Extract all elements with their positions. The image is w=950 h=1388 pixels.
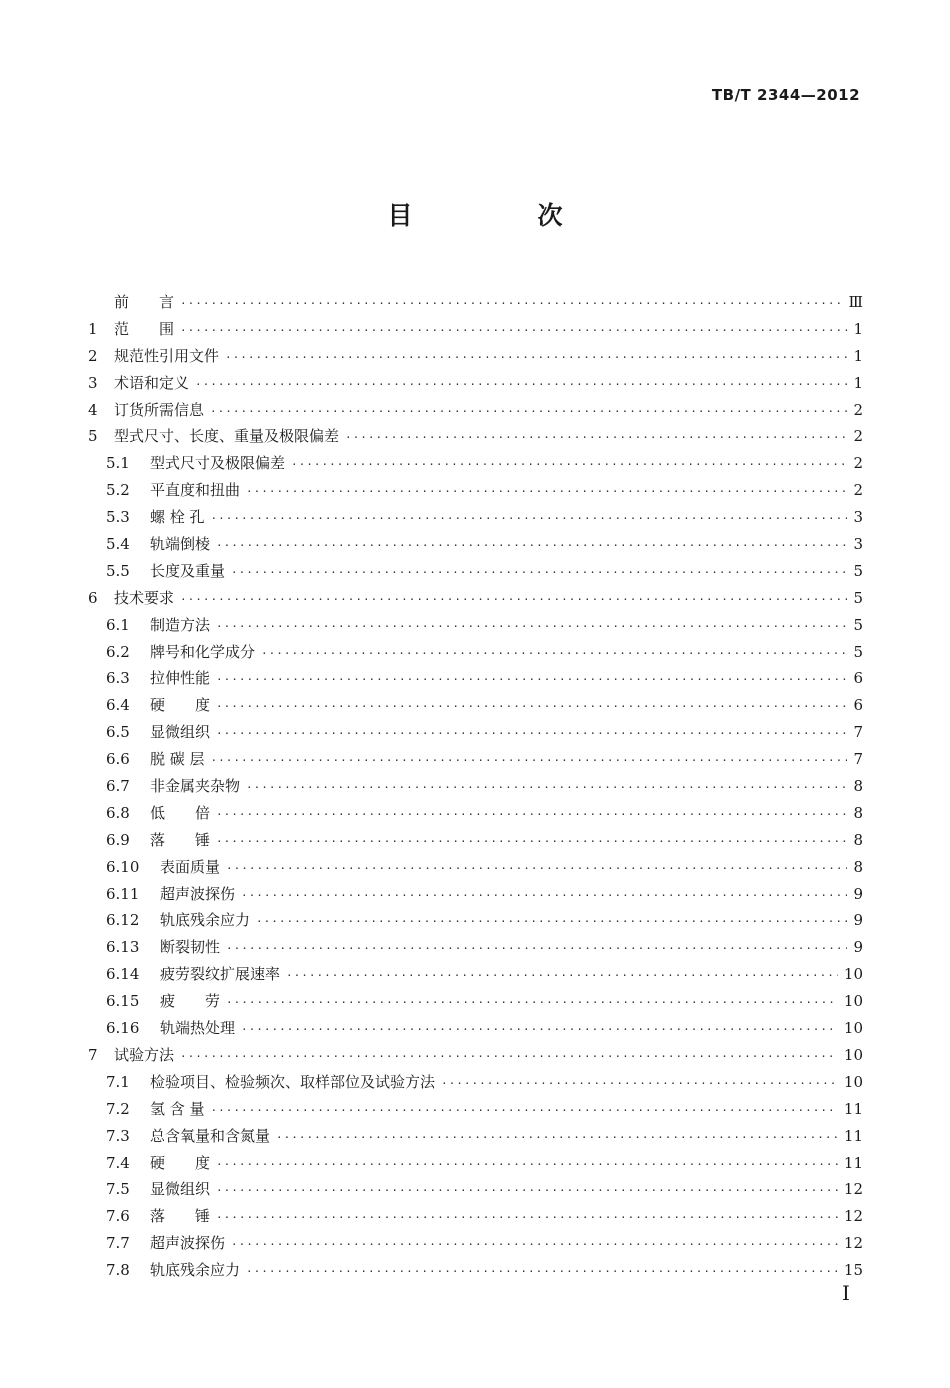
toc-entry-label: 落 锤 (150, 830, 211, 849)
toc-entry-page: 1 (853, 346, 863, 365)
toc-entry-label: 牌号和化学成分 (150, 642, 256, 661)
toc-entry[interactable] (88, 773, 863, 800)
toc-entry-number: 6.15 (106, 992, 140, 1011)
toc-entry[interactable] (88, 531, 863, 558)
toc-entry-page: 11 (843, 1153, 863, 1172)
toc-leader-dots (180, 291, 843, 318)
toc-entry-page: 9 (853, 884, 863, 903)
toc-entry-number: 5.5 (106, 561, 130, 580)
toc-entry-page: 3 (853, 508, 863, 527)
toc-leader-dots (241, 883, 847, 910)
toc-entry[interactable] (88, 1230, 863, 1257)
toc-entry-page: 8 (853, 830, 863, 849)
toc-entry-page: 12 (843, 1180, 863, 1199)
toc-entry-label: 表面质量 (160, 857, 221, 876)
toc-entry-label: 断裂韧性 (160, 938, 221, 957)
toc-leader-dots (216, 1205, 838, 1232)
toc-entry-label: 拉伸性能 (150, 669, 211, 688)
toc-entry[interactable] (88, 907, 863, 934)
toc-leader-dots (246, 775, 847, 802)
toc-entry-page: 10 (843, 965, 863, 984)
toc-entry[interactable] (88, 585, 863, 612)
toc-entry-label: 订货所需信息 (114, 400, 205, 419)
toc-leader-dots (216, 829, 847, 856)
toc-entry[interactable] (88, 961, 863, 988)
toc-leader-dots (226, 990, 838, 1017)
toc-entry-number: 6.3 (106, 669, 130, 688)
toc-entry[interactable] (88, 854, 863, 881)
table-of-contents (88, 289, 863, 1284)
toc-entry-page: 6 (853, 696, 863, 715)
toc-leader-dots (246, 479, 847, 506)
toc-entry-label: 硬 度 (150, 1153, 211, 1172)
toc-entry-number: 6.12 (106, 911, 140, 930)
toc-entry-label: 疲 劳 (160, 992, 221, 1011)
toc-entry[interactable] (88, 692, 863, 719)
toc-leader-dots (441, 1071, 838, 1098)
toc-entry-page: 5 (853, 615, 863, 634)
toc-entry-label: 长度及重量 (150, 561, 226, 580)
toc-entry-number: 7.1 (106, 1072, 130, 1091)
toc-entry[interactable] (88, 934, 863, 961)
toc-entry[interactable] (88, 316, 863, 343)
toc-entry-label: 轨底残余应力 (150, 1261, 241, 1280)
toc-entry-page: 7 (853, 723, 863, 742)
toc-entry[interactable] (88, 1257, 863, 1284)
toc-entry-page: Ⅲ (848, 293, 863, 311)
toc-entry-number: 6.14 (106, 965, 140, 984)
toc-entry-page: 2 (853, 454, 863, 473)
toc-leader-dots (180, 318, 847, 345)
toc-entry-page: 9 (853, 938, 863, 957)
toc-entry[interactable] (88, 370, 863, 397)
toc-entry-page: 2 (853, 400, 863, 419)
toc-entry-page: 6 (853, 669, 863, 688)
toc-leader-dots (226, 936, 847, 963)
toc-entry-label: 轨底残余应力 (160, 911, 251, 930)
toc-leader-dots (180, 1044, 838, 1071)
toc-leader-dots (211, 506, 847, 533)
toc-leader-dots (216, 721, 847, 748)
toc-leader-dots (216, 533, 847, 560)
toc-entry-page: 15 (843, 1261, 863, 1280)
toc-entry-label: 总含氧量和含氮量 (150, 1126, 271, 1145)
toc-entry[interactable] (88, 827, 863, 854)
toc-entry-number: 7.7 (106, 1234, 130, 1253)
toc-entry-number: 7.3 (106, 1126, 130, 1145)
toc-entry-number: 5.2 (106, 481, 130, 500)
toc-entry-label: 显微组织 (150, 1180, 211, 1199)
toc-entry-page: 5 (853, 642, 863, 661)
toc-entry-number: 2 (88, 346, 98, 365)
toc-leader-dots (210, 399, 847, 426)
toc-entry-label: 超声波探伤 (160, 884, 236, 903)
toc-leader-dots (246, 1259, 838, 1286)
toc-entry-label: 低 倍 (150, 803, 211, 822)
toc-entry-label: 平直度和扭曲 (150, 481, 241, 500)
toc-entry[interactable] (88, 988, 863, 1015)
toc-entry[interactable] (88, 1069, 863, 1096)
toc-entry-label: 超声波探伤 (150, 1234, 226, 1253)
toc-entry-page: 2 (853, 481, 863, 500)
toc-entry-number: 6.5 (106, 723, 130, 742)
toc-entry[interactable] (88, 1203, 863, 1230)
toc-entry-number: 7.8 (106, 1261, 130, 1280)
toc-leader-dots (216, 1178, 838, 1205)
toc-entry-label: 落 锤 (150, 1207, 211, 1226)
toc-entry-label: 显微组织 (150, 723, 211, 742)
toc-entry-label: 轨端热处理 (160, 1019, 236, 1038)
toc-entry[interactable] (88, 881, 863, 908)
toc-entry-number: 7.2 (106, 1099, 130, 1118)
toc-entry-page: 12 (843, 1207, 863, 1226)
toc-entry-label: 检验项目、检验频次、取样部位及试验方法 (150, 1072, 436, 1091)
toc-leader-dots (291, 452, 847, 479)
toc-entry-label: 疲劳裂纹扩展速率 (160, 965, 281, 984)
toc-entry[interactable] (88, 343, 863, 370)
toc-entry[interactable] (88, 558, 863, 585)
toc-leader-dots (195, 372, 847, 399)
page-number: I (842, 1281, 850, 1305)
toc-entry-number: 6.7 (106, 777, 130, 796)
toc-entry-page: 7 (853, 750, 863, 769)
toc-entry-page: 10 (843, 1072, 863, 1091)
toc-entry-number: 6.16 (106, 1019, 140, 1038)
toc-leader-dots (216, 694, 847, 721)
toc-leader-dots (345, 425, 847, 452)
toc-leader-dots (216, 667, 847, 694)
toc-entry-page: 11 (843, 1099, 863, 1118)
toc-leader-dots (241, 1017, 838, 1044)
toc-entry[interactable] (88, 450, 863, 477)
toc-leader-dots (256, 909, 847, 936)
toc-entry-number: 7.6 (106, 1207, 130, 1226)
toc-entry-page: 8 (853, 803, 863, 822)
toc-entry[interactable] (88, 1096, 863, 1123)
toc-entry-page: 10 (843, 1019, 863, 1038)
toc-entry-label: 前 言 (114, 293, 175, 311)
toc-leader-dots (216, 802, 847, 829)
toc-leader-dots (211, 1098, 838, 1125)
toc-entry-number: 6.4 (106, 696, 130, 715)
toc-entry[interactable] (88, 1015, 863, 1042)
toc-leader-dots (231, 1232, 838, 1259)
toc-entry[interactable] (88, 397, 863, 424)
toc-entry-number: 6.9 (106, 830, 130, 849)
toc-entry[interactable] (88, 1123, 863, 1150)
toc-entry[interactable] (88, 1176, 863, 1203)
toc-entry-label: 技术要求 (114, 588, 175, 607)
toc-entry-label: 试验方法 (114, 1045, 175, 1064)
toc-entry-number: 7.5 (106, 1180, 130, 1199)
toc-entry[interactable] (88, 719, 863, 746)
toc-entry-number: 5.3 (106, 508, 130, 527)
toc-leader-dots (211, 748, 847, 775)
toc-leader-dots (231, 560, 847, 587)
toc-entry[interactable] (88, 477, 863, 504)
toc-entry-number: 6.10 (106, 857, 140, 876)
toc-entry-number: 5.4 (106, 535, 130, 554)
toc-entry-number: 1 (88, 319, 98, 338)
toc-entry-number: 3 (88, 373, 98, 392)
toc-entry[interactable] (88, 612, 863, 639)
toc-entry-number: 5 (88, 427, 98, 446)
toc-entry-label: 硬 度 (150, 696, 211, 715)
toc-entry-label: 范 围 (114, 319, 175, 338)
toc-title: 目 次 (387, 201, 613, 230)
toc-leader-dots (180, 587, 847, 614)
toc-entry-label: 型式尺寸及极限偏差 (150, 454, 286, 473)
toc-entry-number: 6.1 (106, 615, 130, 634)
toc-entry-label: 非金属夹杂物 (150, 777, 241, 796)
toc-entry-label: 型式尺寸、长度、重量及极限偏差 (114, 427, 340, 446)
toc-entry[interactable] (88, 639, 863, 666)
toc-entry-number: 6.2 (106, 642, 130, 661)
toc-entry-page: 11 (843, 1126, 863, 1145)
toc-entry-page: 1 (853, 319, 863, 338)
toc-entry-number: 6 (88, 588, 98, 607)
toc-leader-dots (216, 614, 847, 641)
toc-entry-label: 螺 栓 孔 (150, 508, 205, 527)
toc-entry[interactable] (88, 289, 863, 316)
toc-entry-label: 脱 碳 层 (150, 750, 205, 769)
toc-entry-page: 5 (853, 561, 863, 580)
toc-entry-page: 1 (853, 373, 863, 392)
toc-entry-page: 8 (853, 777, 863, 796)
toc-entry-page: 12 (843, 1234, 863, 1253)
toc-entry-number: 6.13 (106, 938, 140, 957)
toc-entry[interactable] (88, 746, 863, 773)
toc-entry-label: 规范性引用文件 (114, 346, 220, 365)
toc-leader-dots (276, 1125, 838, 1152)
toc-leader-dots (226, 856, 847, 883)
toc-entry[interactable] (88, 1042, 863, 1069)
toc-leader-dots (261, 641, 847, 668)
toc-entry-number: 6.6 (106, 750, 130, 769)
toc-leader-dots (286, 963, 838, 990)
toc-entry[interactable] (88, 504, 863, 531)
toc-entry-number: 7 (88, 1045, 98, 1064)
toc-entry-page: 5 (853, 588, 863, 607)
toc-entry-number: 6.8 (106, 803, 130, 822)
toc-entry-page: 10 (843, 1045, 863, 1064)
toc-leader-dots (216, 1152, 838, 1179)
toc-entry-label: 术语和定义 (114, 373, 190, 392)
toc-entry[interactable] (88, 1150, 863, 1177)
toc-leader-dots (225, 345, 847, 372)
toc-entry-page: 3 (853, 535, 863, 554)
toc-entry-number: 5.1 (106, 454, 130, 473)
toc-entry-number: 6.11 (106, 884, 140, 903)
toc-entry-page: 8 (853, 857, 863, 876)
standard-code: TB/T 2344—2012 (711, 86, 860, 104)
toc-entry-page: 9 (853, 911, 863, 930)
toc-entry-label: 轨端倒棱 (150, 535, 211, 554)
toc-entry-label: 制造方法 (150, 615, 211, 634)
toc-entry[interactable] (88, 423, 863, 450)
toc-entry-label: 氢 含 量 (150, 1099, 205, 1118)
toc-entry[interactable] (88, 800, 863, 827)
toc-entry-page: 2 (853, 427, 863, 446)
toc-entry-number: 4 (88, 400, 98, 419)
toc-entry-page: 10 (843, 992, 863, 1011)
toc-entry[interactable] (88, 665, 863, 692)
toc-entry-number: 7.4 (106, 1153, 130, 1172)
